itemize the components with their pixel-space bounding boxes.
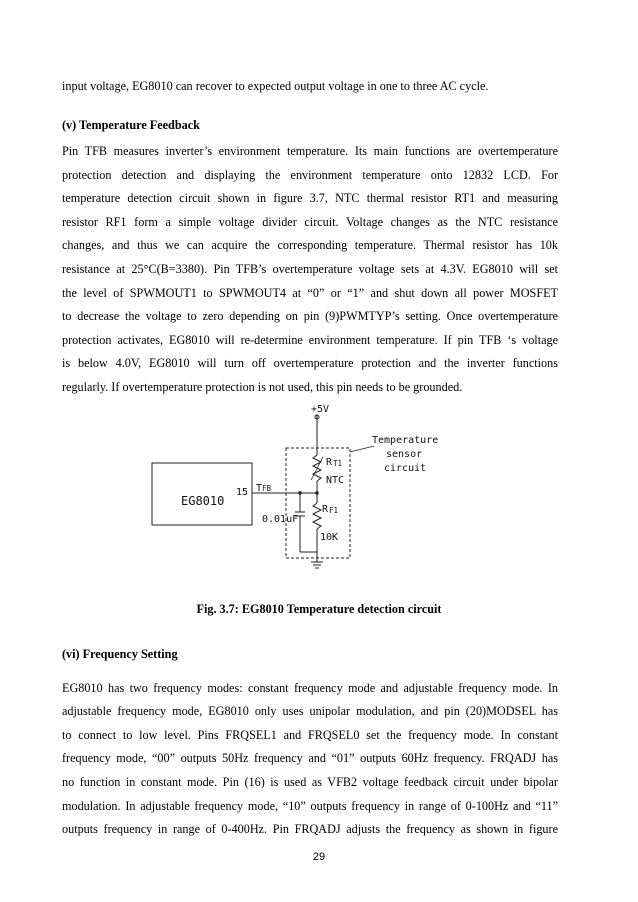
section-v-line: changes, and thus we can acquire the corresponding temperature. Thermal resistor has 10k — [62, 238, 558, 252]
section-v-line: regularly. If overtemperature protection is not used, this pin needs to be grounded. — [62, 380, 463, 394]
rf1-label-sub: F1 — [329, 506, 339, 515]
section-vi-heading: (vi) Frequency Setting — [62, 647, 178, 661]
section-v-line: temperature detection circuit shown in figure 3.7, NTC thermal resistor RT1 and measuring — [62, 191, 558, 205]
sensor-label-line1: Temperature — [372, 435, 439, 446]
section-vi-line: EG8010 has two frequency modes: constant frequency mode and adjustable frequency mode. In — [62, 681, 558, 695]
section-v-line: is below 4.0V, EG8010 will turn off overtemperature protection and the inverter functions — [62, 356, 558, 370]
chip-label: EG8010 — [181, 494, 225, 508]
divider-node-dot — [315, 491, 319, 495]
sensor-callout-line — [350, 446, 374, 452]
pin-name: T — [256, 483, 263, 494]
figure-caption: Fig. 3.7: EG8010 Temperature detection circuit — [196, 602, 442, 616]
section-vi-line: to connect to low level. Pins FRQSEL1 and FRQSEL0 set the frequency mode. In constant — [62, 728, 558, 742]
cap-value: 0.01uF — [262, 514, 299, 525]
section-v-line: to decrease the voltage to zero depending on pin (9)PWMTYP’s setting. Once overtemperature — [62, 309, 558, 323]
intro-line: input voltage, EG8010 can recover to expected output voltage in one to three AC cycle. — [62, 79, 489, 93]
section-vi-line: no function in constant mode. Pin (16) is used as VFB2 voltage feedback circuit under bipolar — [62, 775, 558, 789]
section-v-line: resistance at 25°C(B=3380). Pin TFB’s overtemperature voltage sets at 4.3V. EG8010 will set — [62, 262, 558, 276]
rf1-value: 10K — [320, 532, 339, 543]
section-vi-line: frequency mode, “00” outputs 50Hz frequency and “01” outputs 60Hz frequency. FRQADJ has — [62, 751, 558, 765]
section-v-heading: (v) Temperature Feedback — [62, 118, 200, 132]
vcc-label: +5V — [311, 404, 330, 415]
section-v-line: protection activates, EG8010 will re-determine environment temperature. If pin TFB ‘s voltage — [62, 333, 558, 347]
section-vi-line: adjustable frequency mode, EG8010 only uses unipolar modulation, and pin (20)MODSEL has — [62, 704, 558, 718]
rf1-label: R — [322, 504, 329, 515]
section-v-line: resistor RF1 form a simple voltage divider circuit. Voltage changes as the NTC resistance — [62, 215, 558, 229]
section-vi-line: modulation. In adjustable frequency mode, “10” outputs frequency in range of 0-100Hz and “11” — [62, 799, 558, 813]
section-vi-line: outputs frequency in range of 0-400Hz. Pin FRQADJ adjusts the frequency as shown in figure — [62, 822, 558, 836]
rt1-type: NTC — [326, 475, 345, 486]
sensor-label-line3: circuit — [384, 463, 427, 474]
page-number: 29 — [312, 851, 326, 863]
section-v-line: protection detection and displaying the environment temperature onto 12832 LCD. For — [62, 168, 558, 182]
section-v-line: the level of SPWMOUT1 to SPWMOUT4 at “0” or “1” and shut down all power MOSFET — [62, 286, 558, 300]
rt1-label: R — [326, 457, 333, 468]
pin-name-sub: FB — [262, 484, 272, 493]
rf1-resistor — [313, 503, 321, 529]
section-v-line: Pin TFB measures inverter’s environment temperature. Its main functions are overtemperature — [62, 144, 558, 158]
rt1-label-sub: T1 — [333, 459, 343, 468]
pin-number: 15 — [236, 487, 249, 498]
sensor-label-line2: sensor — [386, 449, 423, 460]
